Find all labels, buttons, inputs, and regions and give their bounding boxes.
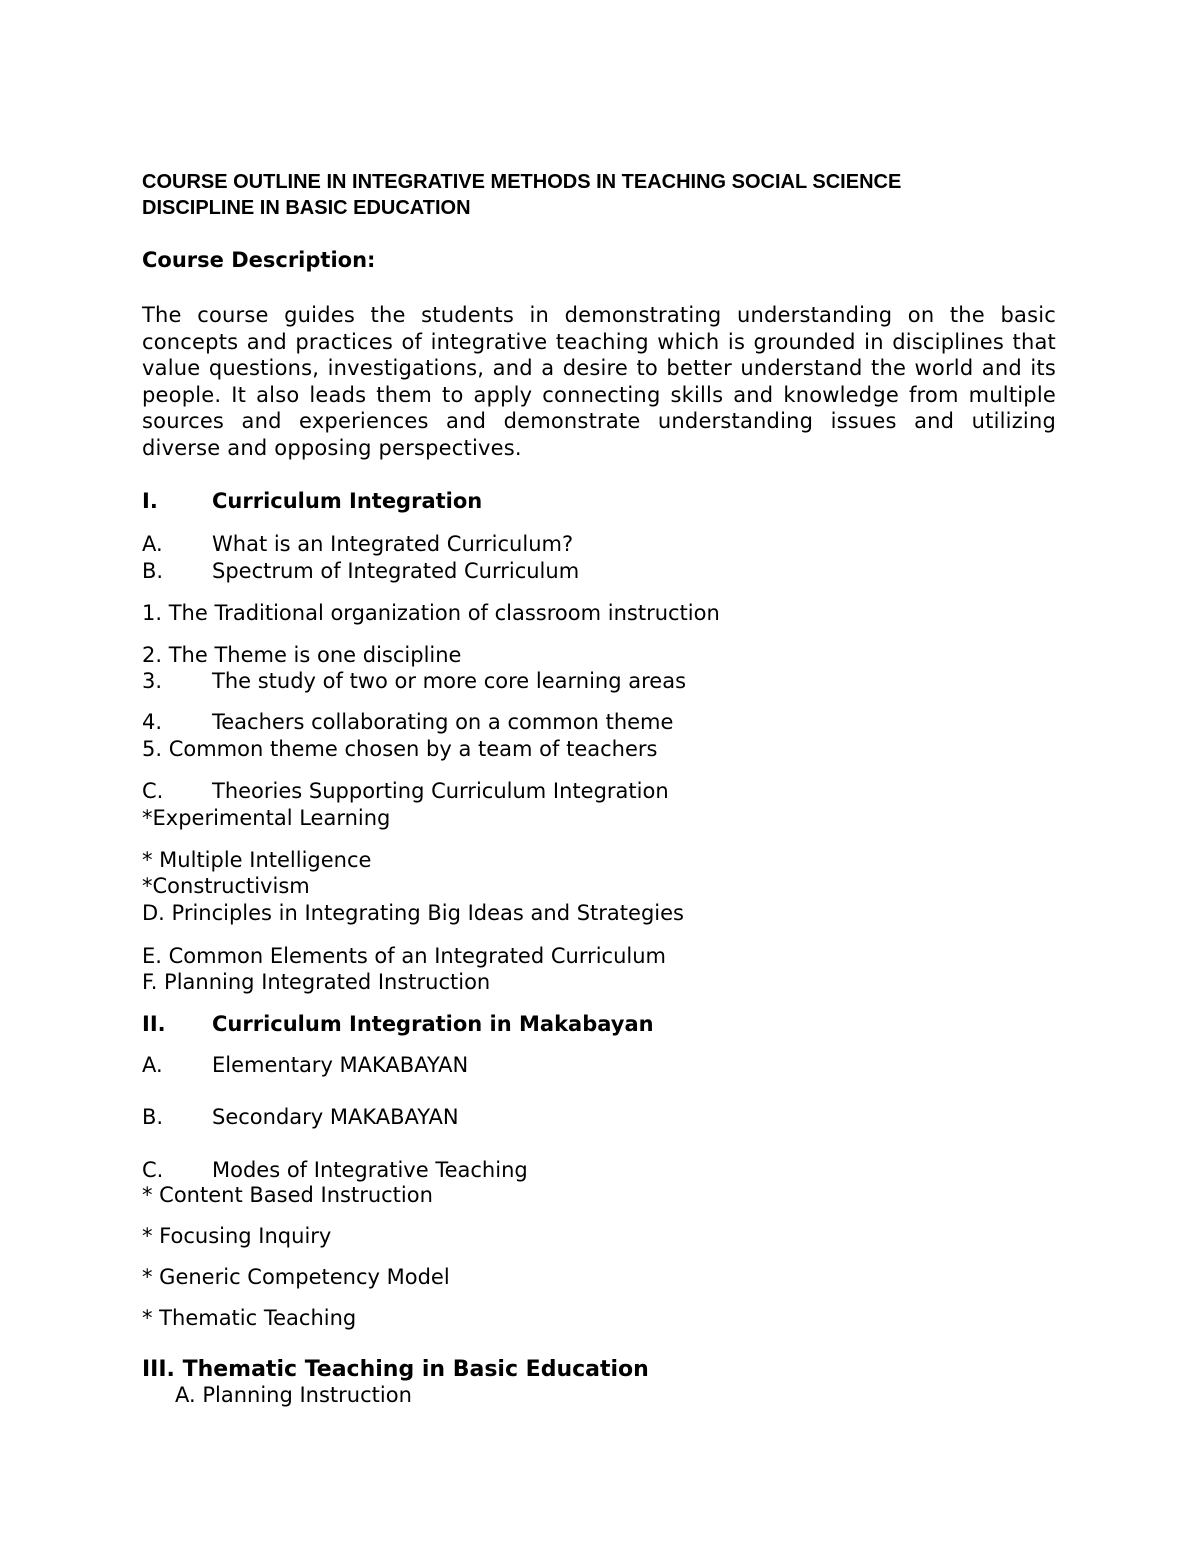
mode-item-1: * Content Based Instruction xyxy=(142,1183,433,1207)
course-description-heading: Course Description: xyxy=(142,248,376,272)
section-1-item-f: F. Planning Integrated Instruction xyxy=(142,970,491,994)
item-label: C. xyxy=(142,779,164,803)
theory-item-2: * Multiple Intelligence xyxy=(142,848,372,872)
item-text: Theories Supporting Curriculum Integration xyxy=(212,779,669,803)
section-3-heading: III. Thematic Teaching in Basic Education xyxy=(142,1357,649,1382)
item-label: B. xyxy=(142,559,164,583)
item-label: 3. xyxy=(142,669,163,693)
mode-item-2: * Focusing Inquiry xyxy=(142,1224,332,1248)
mode-item-4: * Thematic Teaching xyxy=(142,1306,357,1330)
spectrum-item-5: 5. Common theme chosen by a team of teachers xyxy=(142,737,658,761)
item-label: 4. xyxy=(142,710,163,734)
document-title-line-1: COURSE OUTLINE IN INTEGRATIVE METHODS IN TEACHING SOCIAL SCIENCE xyxy=(142,171,902,193)
spectrum-item-1: 1. The Traditional organization of classroom instruction xyxy=(142,601,720,625)
mode-item-3: * Generic Competency Model xyxy=(142,1265,450,1289)
course-description-text: The course guides the students in demonstrating understanding on the basic concepts and practices of integrative teaching which is grounded in disciplines that value questions, investigations, and a desire to better understand the world and its people. It also leads them to apply connecting skills and knowledge from multiple sources and experiences and demonstrate understanding issues and utilizing diverse and opposing perspectives. xyxy=(142,303,1056,460)
section-1-numeral: I. xyxy=(142,489,158,513)
item-text: Secondary MAKABAYAN xyxy=(212,1105,459,1129)
section-2-title: Curriculum Integration in Makabayan xyxy=(212,1012,654,1036)
item-label: C. xyxy=(142,1158,164,1182)
document-title-line-2: DISCIPLINE IN BASIC EDUCATION xyxy=(142,197,471,219)
section-1-item-e: E. Common Elements of an Integrated Curriculum xyxy=(142,944,667,968)
section-1-item-d: D. Principles in Integrating Big Ideas and Strategies xyxy=(142,901,684,925)
spectrum-item-2: 2. The Theme is one discipline xyxy=(142,643,462,667)
item-label: A. xyxy=(142,1053,163,1077)
section-1-title: Curriculum Integration xyxy=(212,489,483,513)
item-text: The study of two or more core learning areas xyxy=(212,669,687,693)
section-3-item-a: A. Planning Instruction xyxy=(175,1383,412,1407)
item-text: Elementary MAKABAYAN xyxy=(212,1053,469,1077)
item-label: B. xyxy=(142,1105,164,1129)
item-text: Spectrum of Integrated Curriculum xyxy=(212,559,580,583)
item-text: Teachers collaborating on a common theme xyxy=(212,710,674,734)
item-text: Modes of Integrative Teaching xyxy=(212,1158,528,1182)
item-label: A. xyxy=(142,532,163,556)
theory-item-1: *Experimental Learning xyxy=(142,806,391,830)
item-text: What is an Integrated Curriculum? xyxy=(212,532,574,556)
section-2-numeral: II. xyxy=(142,1012,166,1036)
theory-item-3: *Constructivism xyxy=(142,874,310,898)
